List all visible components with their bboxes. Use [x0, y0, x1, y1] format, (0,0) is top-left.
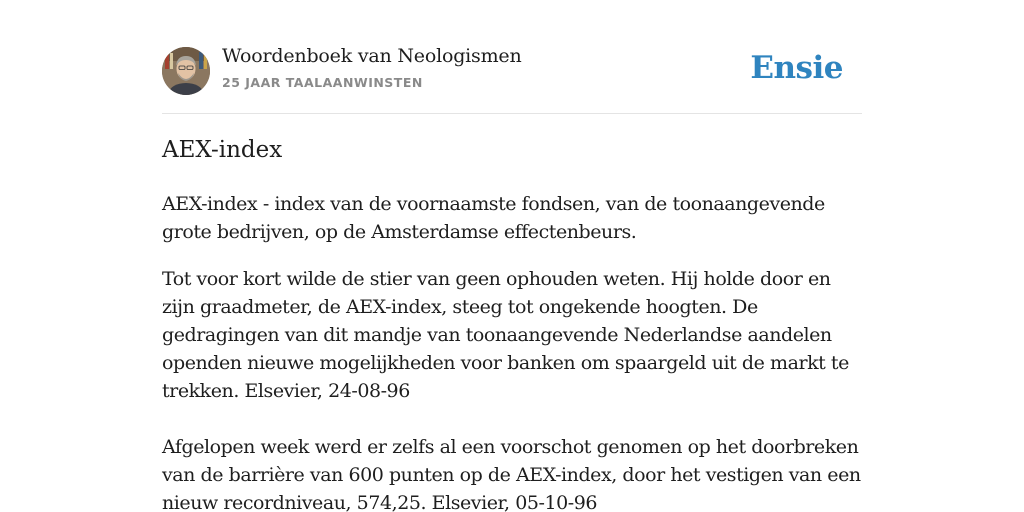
author-avatar[interactable]: [162, 47, 210, 95]
author-portrait-icon: [162, 47, 210, 95]
entry-term: AEX-index: [162, 137, 283, 163]
entry-quote-2: Afgelopen week werd er zelfs al een voorschot genomen op het doorbreken van de barrière van 600 punten op de AEX-index, door het vestigen van een nieuw recordniveau, 574,25. Elsevier, 05-10-96: [162, 436, 861, 512]
ensie-logo[interactable]: Ensie: [750, 50, 843, 86]
source-subtitle: 25 JAAR TAALAANWINSTEN: [222, 75, 423, 90]
entry-definition: AEX-index - index van de voornaamste fondsen, van de toonaangevende grote bedrijven, op de Amsterdamse effectenbeurs.: [162, 193, 825, 243]
page-container: [162, 0, 862, 512]
source-title[interactable]: Woordenboek van Neologismen: [222, 45, 522, 67]
entry-quote-1: Tot voor kort wilde de stier van geen ophouden weten. Hij holde door en zijn graadmeter, de AEX-index, steeg tot ongekende hoogten. De gedragingen van dit mandje van toonaangevende Nederlandse aandelen openden nieuwe mogelijkheden voor banken om spaargeld uit de markt te trekken. Elsevier, 24-08-96: [162, 268, 849, 402]
source-header: [162, 0, 862, 114]
